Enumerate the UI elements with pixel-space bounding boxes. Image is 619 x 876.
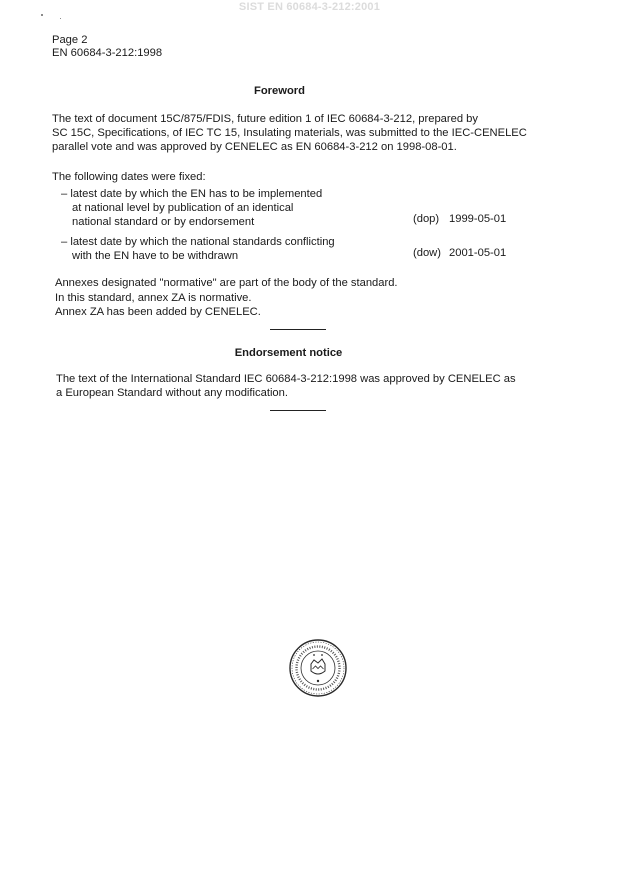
date-item-line: – latest date by which the national standards conflicting — [61, 236, 335, 248]
document-reference: EN 60684-3-212:1998 — [52, 47, 163, 59]
foreword-heading: Foreword — [254, 85, 305, 97]
date-item-line: with the EN have to be withdrawn — [72, 250, 239, 262]
date-value: 1999-05-01 — [449, 213, 507, 225]
endorsement-line: The text of the International Standard IEC 60684-3-212:1998 was approved by CENELEC as — [56, 373, 516, 385]
foreword-para-line: SC 15C, Specifications, of IEC TC 15, Insulating materials, was submitted to the IEC-CENELEC — [52, 127, 527, 139]
dates-intro: The following dates were fixed: — [52, 171, 206, 183]
foreword-para-line: parallel vote and was approved by CENELEC as EN 60684-3-212 on 1998-08-01. — [52, 141, 457, 153]
foreword-para-line: The text of document 15C/875/FDIS, future edition 1 of IEC 60684-3-212, prepared by — [52, 113, 478, 125]
watermark: SIST EN 60684-3-212:2001 — [238, 1, 381, 13]
scan-speck — [60, 18, 61, 19]
section-divider — [270, 329, 326, 330]
annex-line: Annexes designated "normative" are part of the body of the standard. — [55, 277, 398, 289]
date-item-line: at national level by publication of an identical — [72, 202, 294, 214]
date-item-line: national standard or by endorsement — [72, 216, 255, 228]
date-item-line: – latest date by which the EN has to be implemented — [61, 188, 323, 200]
endorsement-heading: Endorsement notice — [234, 347, 343, 359]
annex-line: In this standard, annex ZA is normative. — [55, 292, 252, 304]
official-stamp — [288, 638, 348, 698]
page-number: Page 2 — [52, 34, 88, 46]
scan-speck — [41, 14, 43, 16]
date-code: (dow) — [413, 247, 441, 259]
annex-line: Annex ZA has been added by CENELEC. — [55, 306, 261, 318]
date-value: 2001-05-01 — [449, 247, 507, 259]
date-code: (dop) — [413, 213, 440, 225]
section-divider — [270, 410, 326, 411]
endorsement-line: a European Standard without any modification. — [56, 387, 288, 399]
